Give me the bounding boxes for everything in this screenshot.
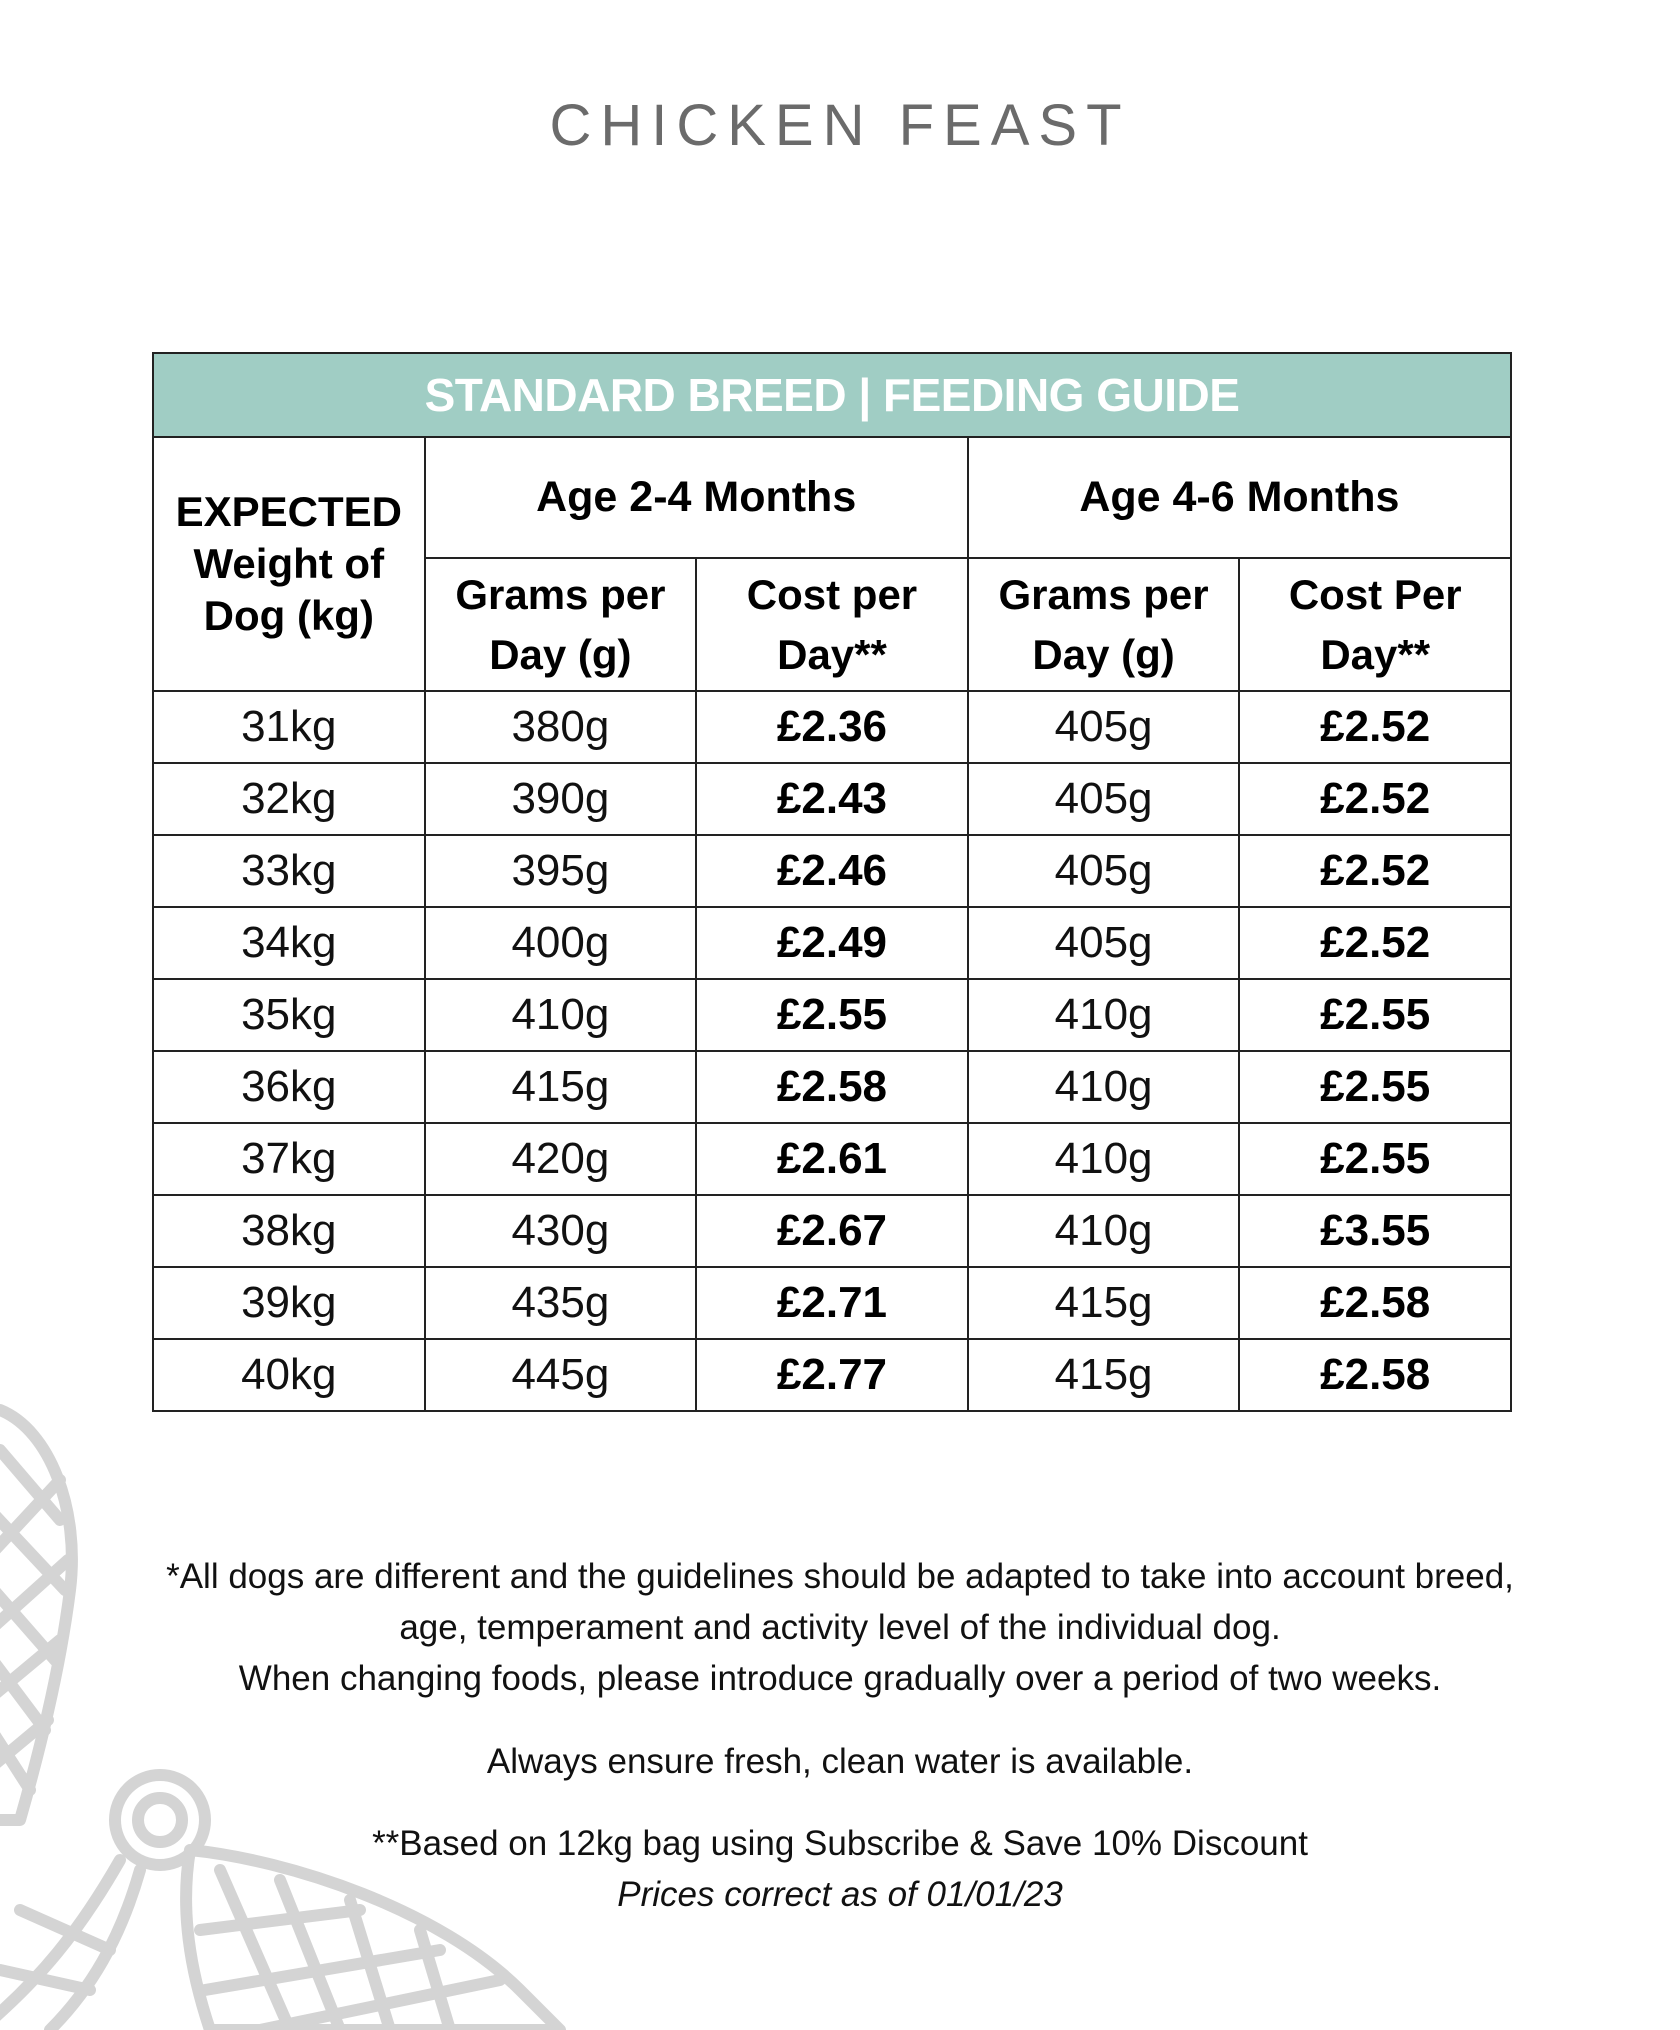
grams-cell: 410g [968, 1051, 1240, 1123]
cost-per-day-header [696, 558, 968, 691]
note-line: age, temperament and activity level of the individual dog. [399, 1608, 1281, 1647]
dragonfly-watermark-icon [0, 1390, 640, 2030]
page-title: CHICKEN FEAST [549, 93, 1131, 158]
grams-cell: 410g [425, 979, 697, 1051]
header-line: Day** [777, 630, 887, 678]
cost-cell: £2.58 [1239, 1339, 1511, 1411]
cost-cell: £2.55 [696, 979, 968, 1051]
table-row [153, 1339, 1511, 1411]
weight-cell: 35kg [153, 979, 425, 1051]
cost-cell: £2.52 [1239, 907, 1511, 979]
grams-cell: 415g [968, 1267, 1240, 1339]
water-note [0, 1736, 1680, 1787]
pricing-note [0, 1818, 1680, 1920]
cost-cell: £2.77 [696, 1339, 968, 1411]
cost-cell: £2.61 [696, 1123, 968, 1195]
weight-cell: 36kg [153, 1051, 425, 1123]
cost-cell: £2.55 [1239, 1123, 1511, 1195]
header-line: Day** [1320, 630, 1431, 678]
weight-cell: 34kg [153, 907, 425, 979]
cost-cell: £2.71 [696, 1267, 968, 1339]
grams-cell: 390g [425, 763, 697, 835]
grams-cell: 405g [968, 907, 1240, 979]
cost-cell: £2.36 [696, 691, 968, 763]
age-group-header: Age 4-6 Months [968, 437, 1511, 558]
weight-header-line: Dog (kg) [203, 592, 374, 639]
cost-cell: £2.52 [1239, 835, 1511, 907]
grams-cell: 430g [425, 1195, 697, 1267]
cost-cell: £2.58 [1239, 1267, 1511, 1339]
grams-per-day-header [968, 558, 1240, 691]
age-group-header: Age 2-4 Months [425, 437, 968, 558]
grams-cell: 445g [425, 1339, 697, 1411]
guideline-notes [0, 1551, 1680, 1704]
note-line: *All dogs are different and the guidelines should be adapted to take into account breed, [166, 1557, 1514, 1596]
cost-cell: £2.55 [1239, 1051, 1511, 1123]
note-line: **Based on 12kg bag using Subscribe & Save 10% Discount [372, 1824, 1308, 1863]
note-line: When changing foods, please introduce gradually over a period of two weeks. [238, 1659, 1442, 1698]
grams-cell: 410g [968, 1123, 1240, 1195]
header-line: Cost per [746, 570, 918, 618]
table-row [153, 1123, 1511, 1195]
table-banner: STANDARD BREED | FEEDING GUIDE [153, 353, 1511, 437]
prices-date: Prices correct as of 01/01/23 [617, 1875, 1063, 1914]
grams-cell: 395g [425, 835, 697, 907]
header-line: Day (g) [489, 630, 632, 678]
cost-cell: £2.55 [1239, 979, 1511, 1051]
table-row [153, 691, 1511, 763]
cost-cell: £2.49 [696, 907, 968, 979]
weight-cell: 40kg [153, 1339, 425, 1411]
weight-header-line: EXPECTED [175, 488, 402, 535]
cost-cell: £2.43 [696, 763, 968, 835]
grams-cell: 380g [425, 691, 697, 763]
table-row [153, 1195, 1511, 1267]
grams-cell: 420g [425, 1123, 697, 1195]
grams-cell: 410g [968, 979, 1240, 1051]
header-line: Grams per [998, 570, 1209, 618]
table-row [153, 763, 1511, 835]
grams-cell: 410g [968, 1195, 1240, 1267]
weight-cell: 38kg [153, 1195, 425, 1267]
header-line: Cost Per [1288, 570, 1462, 618]
table-row [153, 979, 1511, 1051]
grams-cell: 405g [968, 691, 1240, 763]
cost-cell: £2.52 [1239, 691, 1511, 763]
note-line: Always ensure fresh, clean water is available. [486, 1742, 1194, 1781]
cost-cell: £2.46 [696, 835, 968, 907]
grams-cell: 405g [968, 763, 1240, 835]
weight-cell: 37kg [153, 1123, 425, 1195]
weight-cell: 31kg [153, 691, 425, 763]
weight-column-header [153, 437, 425, 691]
table-row [153, 1051, 1511, 1123]
cost-per-day-header [1239, 558, 1511, 691]
weight-cell: 39kg [153, 1267, 425, 1339]
header-line: Day (g) [1032, 630, 1175, 678]
grams-cell: 435g [425, 1267, 697, 1339]
weight-header-line: Weight of [193, 540, 385, 587]
cost-cell: £3.55 [1239, 1195, 1511, 1267]
cost-cell: £2.58 [696, 1051, 968, 1123]
feeding-guide-table [152, 352, 1512, 1412]
grams-cell: 415g [425, 1051, 697, 1123]
table-row [153, 835, 1511, 907]
cost-cell: £2.67 [696, 1195, 968, 1267]
grams-cell: 415g [968, 1339, 1240, 1411]
header-line: Grams per [455, 570, 666, 618]
weight-cell: 32kg [153, 763, 425, 835]
grams-per-day-header [425, 558, 697, 691]
grams-cell: 400g [425, 907, 697, 979]
table-row [153, 1267, 1511, 1339]
table-row [153, 907, 1511, 979]
cost-cell: £2.52 [1239, 763, 1511, 835]
weight-cell: 33kg [153, 835, 425, 907]
grams-cell: 405g [968, 835, 1240, 907]
